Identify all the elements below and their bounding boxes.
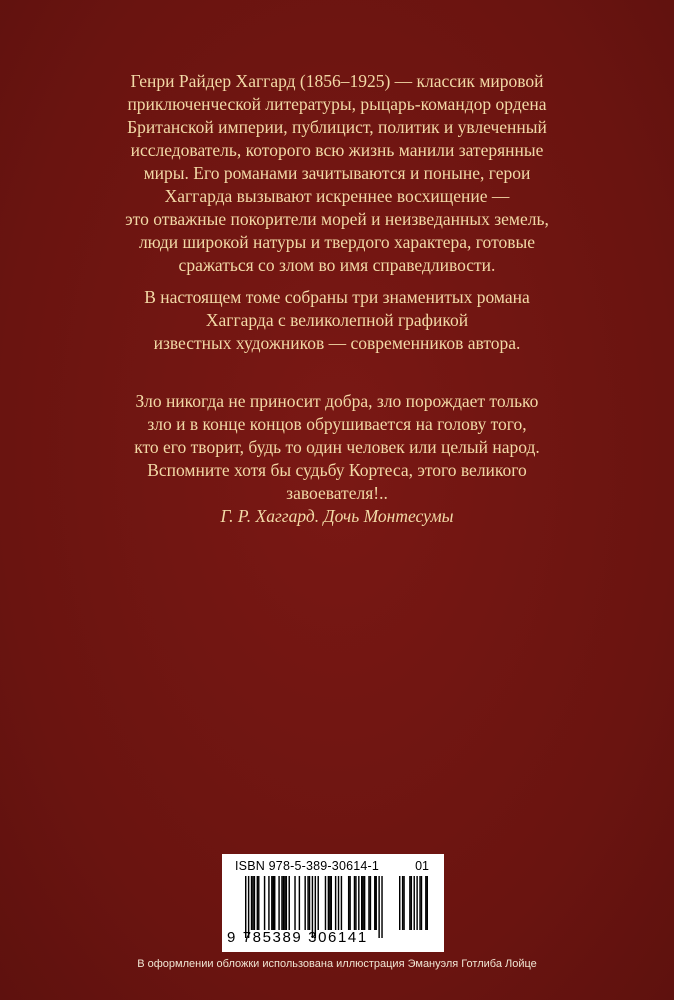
- barcode-addon-bar: [425, 876, 426, 930]
- barcode-bar: [354, 876, 355, 930]
- barcode-bar: [362, 876, 363, 930]
- barcode-bar: [251, 876, 252, 930]
- text-line: Хаггарда вызывают искреннее восхищение —: [164, 186, 510, 206]
- barcode-addon-bar: [409, 876, 410, 930]
- barcode-bar: [283, 876, 284, 930]
- barcode-bar: [381, 876, 382, 938]
- barcode-bar: [364, 876, 365, 930]
- barcode-addon-bar: [399, 876, 400, 930]
- barcode-bar: [361, 876, 362, 930]
- barcode-bar: [289, 876, 290, 930]
- barcode-bar: [257, 876, 258, 930]
- barcode-addon-bar: [403, 876, 404, 930]
- quote-line: завоевателя!..: [286, 483, 388, 503]
- text-line: Хаггарда с великолепной графикой: [205, 310, 469, 330]
- illustration-credit: В оформлении обложки использована иллюстрация Эмануэля Готлиба Лойце: [137, 958, 537, 970]
- author-description: [0, 70, 674, 277]
- barcode-bar: [331, 876, 332, 930]
- barcode-addon-bar: [416, 876, 417, 930]
- barcode-bar: [286, 876, 287, 930]
- barcode-bar: [329, 876, 330, 930]
- barcode-bar: [274, 876, 275, 930]
- barcode-bar: [307, 876, 308, 930]
- volume-description: [0, 286, 674, 355]
- barcode-bar: [264, 876, 265, 930]
- text-line: это отважные покорители морей и неизведанных земель,: [125, 209, 549, 229]
- quote-attribution: Г. Р. Хаггард. Дочь Монтесумы: [220, 506, 454, 526]
- text-line: миры. Его романами зачитываются и поныне, герои: [143, 163, 531, 183]
- barcode-bar: [349, 876, 350, 930]
- barcode-bar: [374, 876, 375, 930]
- barcode-bar: [281, 876, 282, 930]
- barcode-bar: [378, 876, 379, 938]
- barcode-bar: [284, 876, 285, 930]
- barcode-bar: [294, 876, 295, 930]
- barcode-bar: [348, 876, 349, 930]
- barcode-bar: [368, 876, 369, 930]
- isbn-barcode: [222, 854, 444, 952]
- barcode-bar: [273, 876, 274, 930]
- barcode-bar: [299, 876, 300, 930]
- text-line: исследователь, которого всю жизнь манили затерянные: [130, 140, 544, 160]
- barcode-bar: [254, 876, 255, 930]
- barcode-bar: [358, 876, 359, 930]
- barcode-addon-bar: [414, 876, 415, 930]
- barcode-bar: [370, 876, 371, 930]
- barcode-bar: [258, 876, 259, 930]
- barcode-addon-label: 01: [415, 859, 429, 873]
- text-line: Генри Райдер Хаггард (1856–1925) — классик мировой: [130, 71, 544, 91]
- barcode-bar: [335, 876, 336, 930]
- barcode-bar: [376, 876, 377, 930]
- barcode-addon-bar: [421, 876, 422, 930]
- barcode-digits: 9 785389 306141: [227, 929, 368, 946]
- barcode-bar: [355, 876, 356, 930]
- barcode-addon-bar: [419, 876, 420, 930]
- barcode-bar: [309, 876, 310, 930]
- text-line: приключенческой литературы, рыцарь-командор ордена: [127, 94, 547, 114]
- barcode-bar: [268, 876, 269, 930]
- isbn-label: ISBN 978-5-389-30614-1: [235, 859, 380, 873]
- text-line: Британской империи, публицист, политик и увлеченный: [127, 117, 547, 137]
- text-line: известных художников — современников автора.: [153, 333, 521, 353]
- quote-line: Вспомните хотя бы судьбу Кортеса, этого великого: [147, 460, 527, 480]
- barcode-bar: [325, 876, 326, 930]
- barcode-bar: [328, 876, 329, 930]
- quote: [0, 390, 674, 528]
- barcode-bar: [252, 876, 253, 930]
- text-line: В настоящем томе собраны три знаменитых романа: [144, 287, 530, 307]
- quote-line: Зло никогда не приносит добра, зло порождает только: [135, 391, 539, 411]
- barcode-bar: [278, 876, 279, 930]
- barcode-addon-bar: [427, 876, 428, 930]
- text-line: люди широкой натуры и твердого характера, готовые: [138, 232, 536, 252]
- barcode-addon-bar: [402, 876, 403, 930]
- text-line: сражаться со злом во имя справедливости.: [178, 255, 496, 275]
- barcode-bar: [341, 876, 342, 930]
- quote-line: зло и в конце концов обрушивается на голову того,: [147, 414, 527, 434]
- barcode-bar: [338, 876, 339, 930]
- barcode-addon-bar: [411, 876, 412, 930]
- quote-line: кто его творит, будь то один человек или целый народ.: [134, 437, 540, 457]
- barcode-bar: [304, 876, 305, 930]
- barcode-addon-bars: [399, 876, 431, 930]
- barcode-bar: [271, 876, 272, 930]
- barcode-bar: [318, 876, 319, 930]
